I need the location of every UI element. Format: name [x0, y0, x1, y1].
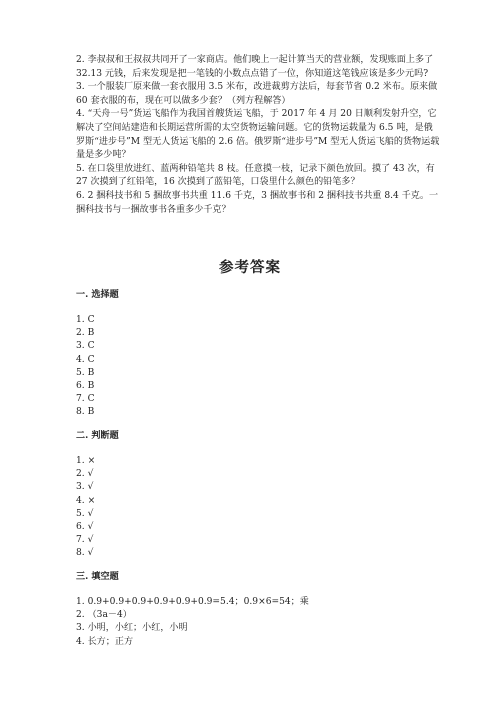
list-item: 7. C [76, 394, 95, 405]
list-item: 2. （3a－4） [76, 610, 132, 621]
list-item: 4. × [76, 495, 96, 506]
problem-2: 2. 李叔叔和王叔叔共同开了一家商店。他们晚上一起计算当天的营业额，发现账面上多了 32.13 元钱，后来发现是把一笔钱的小数点点错了一位，你知道这笔钱应该是多少元吗? [76, 55, 434, 79]
list-item: 6. √ [76, 522, 94, 533]
list-item: 2. B [76, 328, 95, 339]
answer-key-title: 参考答案 [219, 259, 281, 276]
problem-3: 3. 一个服装厂原来做一套衣服用 3.5 米布，改进裁剪方法后，每套节省 0.2 米布。原来做 60 套衣服的布，现在可以做多少套？（列方程解答） [76, 82, 438, 106]
problem-4: 4. “天舟一号”货运飞船作为我国首艘货运飞船，于 2017 年 4 月 20 日顺利发射升空，它解决了空间站建造和长期运营所需的太空货物运输问题。它的货物运载量为 6.5 吨，是俄罗斯“进步号”M 型无人货运飞船的 2.6 倍。俄罗斯“进步号”M 型无人货运飞船的货物运载量是多少吨？ [76, 109, 440, 161]
section-choice [76, 288, 119, 420]
problem-5: 5. 在口袋里放进红、蓝两种铅笔共 8 枝。任意摸一枝，记录下颜色放回。摸了 43 次，有 27 次摸到了红铅笔，16 次摸到了蓝铅笔，口袋里什么颜色的铅笔多？ [76, 163, 435, 188]
list-item: 6. B [76, 381, 95, 392]
list-item: 1. C [76, 315, 95, 325]
list-item: 3. 小明，小红；小红，小明 [76, 623, 188, 634]
list-item: 7. √ [76, 535, 94, 546]
list-item: 1. × [76, 456, 96, 466]
list-item: 8. √ [76, 548, 94, 559]
section-title-fill: 三. 填空题 [76, 571, 119, 582]
section-judge [76, 429, 119, 561]
list-item: 5. B [76, 367, 95, 378]
list-item: 4. C [76, 354, 95, 365]
list-item: 2. √ [76, 469, 94, 480]
choice-answers [76, 314, 119, 420]
section-title-judge: 二. 判断题 [76, 430, 119, 441]
list-item: 3. C [76, 341, 95, 352]
problem-6: 6. 2 捆科技书和 5 捆故事书共重 11.6 千克，3 捆故事书和 2 捆科技书共重 8.4 千克。一捆科技书与一捆故事书各重多少千克？ [76, 190, 439, 215]
list-item: 4. 长方；正方 [76, 636, 134, 647]
fill-answers [76, 596, 309, 649]
list-item: 1. 0.9+0.9+0.9+0.9+0.9+0.9=5.4；0.9×6=54；乘 [76, 597, 309, 607]
judge-answers [76, 455, 119, 561]
list-item: 5. √ [76, 508, 94, 519]
list-item: 8. B [76, 407, 95, 418]
word-problems [76, 54, 440, 217]
section-title-choice: 一. 选择题 [76, 289, 119, 300]
list-item: 3. √ [76, 482, 94, 493]
section-fill [76, 570, 309, 649]
